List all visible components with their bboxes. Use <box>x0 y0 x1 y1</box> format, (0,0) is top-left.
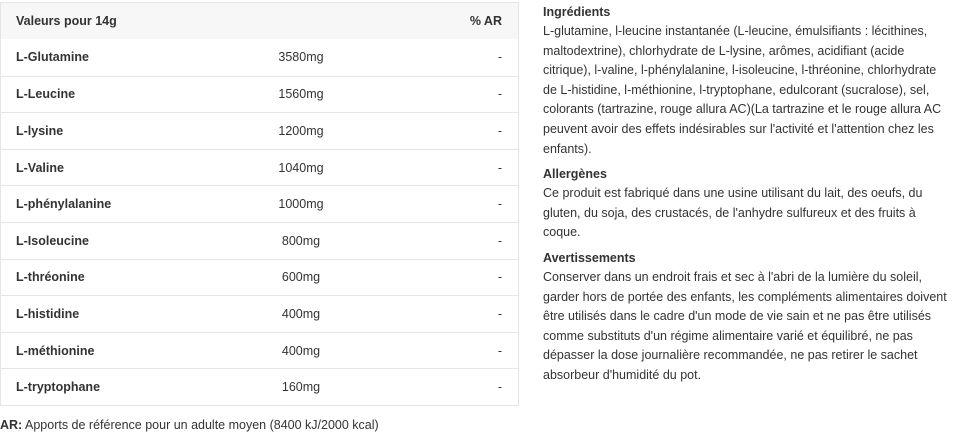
cell-amount: 600mg <box>281 270 321 285</box>
cell-ar: - <box>497 380 502 395</box>
cell-amount: 400mg <box>281 306 321 321</box>
nutrition-table <box>0 2 519 406</box>
cell-amount: 1000mg <box>278 197 324 212</box>
cell-amount: 400mg <box>281 343 321 358</box>
allergens-title: Allergènes <box>543 167 607 182</box>
table-row <box>1 259 518 296</box>
cell-name: L-phénylalanine <box>16 197 112 212</box>
cell-name: L-tryptophane <box>16 380 101 395</box>
cell-amount: 160mg <box>281 380 321 395</box>
footnote-label: AR: <box>0 418 23 432</box>
cell-amount: 800mg <box>281 233 321 248</box>
header-name: Valeurs pour 14g <box>16 14 117 28</box>
cell-name: L-Isoleucine <box>16 233 89 248</box>
cell-ar: - <box>497 270 502 285</box>
ingredients-text: L-glutamine, l-leucine instantanée (L-leucine, émulsifiants : lécithines, maltodextrine), chlorhydrate de L-lysine, arômes, acidifiant (acide citrique), l-valine, l-phénylalanine, l-isoleucine, l-thréonine, chlorhydrate de L-histidine, l-méthionine, l-tryptophane, edulcorant (sucralose), sel, colorants (tartrazine, rouge allura AC)(La tartrazine et le rouge allura AC peuvent avoir des effets indésirables sur l'activité et l'attention chez les enfants). <box>543 24 942 156</box>
table-row <box>1 222 518 259</box>
footnote-text: Apports de référence pour un adulte moyen (8400 kJ/2000 kcal) <box>22 418 379 432</box>
table-row <box>1 112 518 149</box>
footnote <box>0 418 379 432</box>
warnings-title: Avertissements <box>543 250 636 265</box>
warnings-text: Conserver dans un endroit frais et sec à l'abri de la lumière du soleil, garder hors de portée des enfants, les compléments alimentaires doivent être utilisés dans le cadre d'un mode de vie sain et ne pas être utilisés comme substituts d'un régime alimentaire varié et équilibré, ne pas dépasser la dose journalière recommandée, ne pas retirer le sachet absorbeur d'humidité du pot. <box>543 269 947 382</box>
table-row <box>1 295 518 332</box>
cell-name: L-lysine <box>16 123 64 138</box>
cell-amount: 3580mg <box>278 50 324 65</box>
cell-name: L-Leucine <box>16 87 76 102</box>
header-ar: % AR <box>469 14 502 28</box>
table-row <box>1 332 518 369</box>
table-header-row <box>1 3 518 39</box>
cell-ar: - <box>497 123 502 138</box>
cell-amount: 1200mg <box>278 123 324 138</box>
table-row <box>1 76 518 113</box>
cell-amount: 1560mg <box>278 87 324 102</box>
table-row <box>1 149 518 186</box>
allergens-text: Ce produit est fabriqué dans une usine utilisant du lait, des oeufs, du gluten, du soja, des crustacés, de l'anhydre sulfureux et des fruits à coque. <box>543 186 923 240</box>
cell-ar: - <box>497 197 502 212</box>
cell-amount: 1040mg <box>278 160 324 175</box>
table-row <box>1 368 518 405</box>
cell-name: L-Glutamine <box>16 50 89 65</box>
cell-name: L-histidine <box>16 306 80 321</box>
table-row <box>1 39 518 76</box>
cell-ar: - <box>497 233 502 248</box>
cell-name: L-Valine <box>16 160 64 175</box>
cell-ar: - <box>497 160 502 175</box>
table-row <box>1 185 518 222</box>
product-info <box>543 3 953 392</box>
ingredients-title: Ingrédients <box>543 5 611 19</box>
cell-ar: - <box>497 50 502 65</box>
cell-ar: - <box>497 87 502 102</box>
cell-name: L-méthionine <box>16 343 95 358</box>
cell-name: L-thréonine <box>16 270 85 285</box>
cell-ar: - <box>497 306 502 321</box>
cell-ar: - <box>497 343 502 358</box>
